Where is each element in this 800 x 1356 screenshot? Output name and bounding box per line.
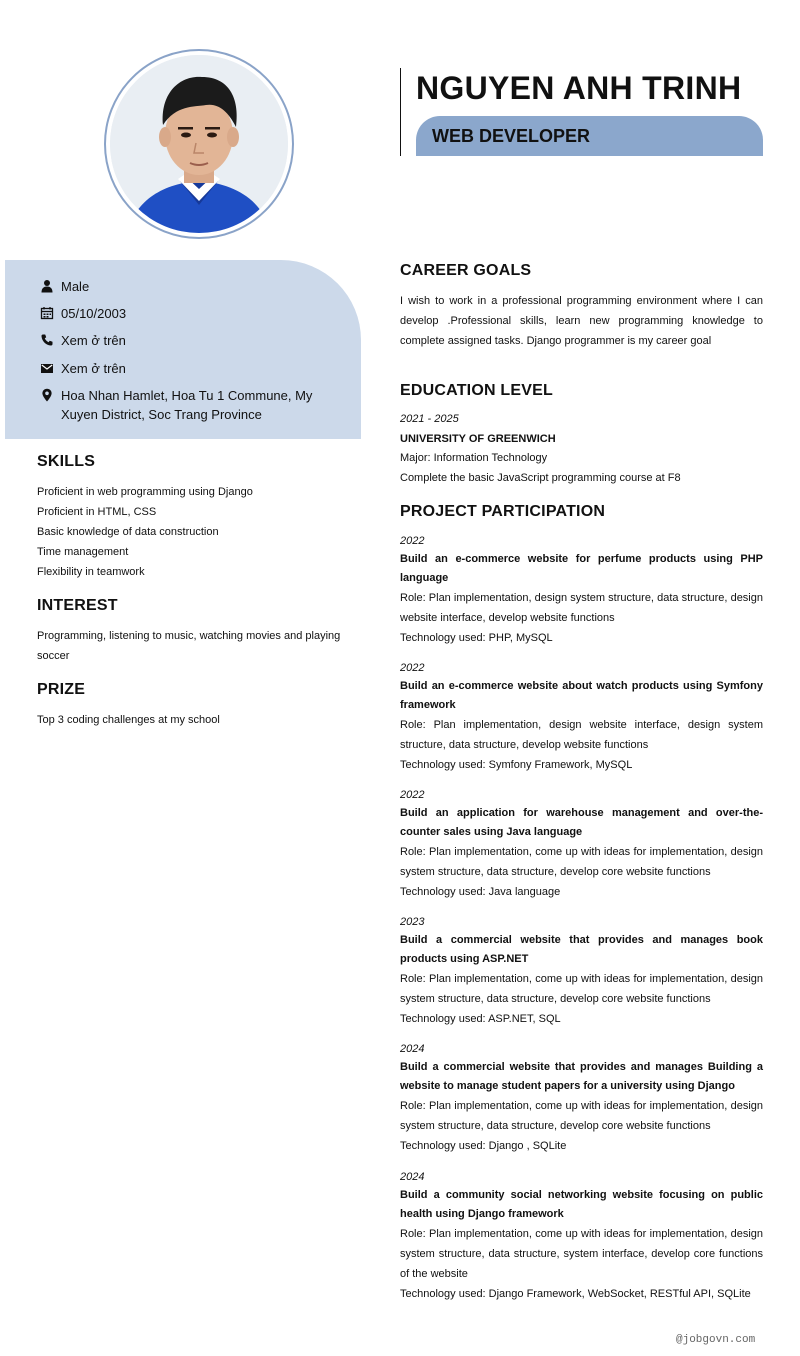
- project-tech: Technology used: Symfony Framework, MySQL: [400, 759, 633, 771]
- calendar-icon: [40, 306, 54, 320]
- mail-icon: [40, 361, 54, 375]
- project-role: Role: Plan implementation, come up with ideas for implementation, design system structure, data structure, system interface, develop core functions of the website: [400, 1228, 763, 1280]
- education-major: Major: Information Technology: [400, 452, 548, 464]
- interest-text: Programming, listening to music, watching movies and playing soccer: [37, 630, 341, 662]
- skill-item: Basic knowledge of data construction: [37, 526, 219, 538]
- project-tech: Technology used: ASP.NET, SQL: [400, 1013, 561, 1025]
- project-item: [400, 532, 763, 648]
- skill-item: Proficient in HTML, CSS: [37, 506, 157, 518]
- project-name: Build an application for warehouse management and over-the-counter sales using Java language: [400, 807, 763, 838]
- project-item: [400, 1168, 763, 1304]
- project-role: Role: Plan implementation, come up with ideas for implementation, design system structure, data structure, develop core website functions: [400, 846, 763, 878]
- project-name: Build an e-commerce website for perfume products using PHP language: [400, 553, 763, 584]
- project-name: Build an e-commerce website about watch products using Symfony framework: [400, 680, 763, 711]
- project-item: [400, 1040, 763, 1156]
- project-item: [400, 786, 763, 902]
- person-icon: [40, 279, 54, 293]
- skill-item: Proficient in web programming using Django: [37, 486, 253, 498]
- education-note: Complete the basic JavaScript programming course at F8: [400, 471, 681, 484]
- avatar-portrait-image: [110, 55, 288, 233]
- project-name: Build a community social networking website focusing on public health using Django framework: [400, 1189, 763, 1220]
- education-heading: EDUCATION LEVEL: [400, 382, 553, 399]
- contact-phone: [40, 331, 331, 350]
- contact-address: [40, 386, 331, 424]
- project-year: 2023: [400, 916, 425, 928]
- contact-gender: [40, 277, 331, 296]
- education-period: 2021 - 2025: [400, 413, 459, 425]
- project-role: Role: Plan implementation, design system structure, data structure, design website interface, develop website functions: [400, 592, 763, 624]
- project-role: Role: Plan implementation, design website interface, design system structure, data structure, develop website functions: [400, 719, 763, 751]
- gender-text: Male: [61, 279, 90, 294]
- project-year: 2022: [400, 789, 425, 801]
- career-goals-text: I wish to work in a professional programming environment where I can develop .Professional skills, learn new programming knowledge to complete assigned tasks. Django programmer is my career goal: [400, 295, 763, 347]
- project-name: Build a commercial website that provides and manages book products using ASP.NET: [400, 934, 763, 965]
- skill-item: Time management: [37, 546, 129, 558]
- project-year: 2024: [400, 1171, 425, 1183]
- projects-heading: PROJECT PARTICIPATION: [400, 503, 606, 520]
- contact-birthday: [40, 304, 331, 323]
- skills-heading: SKILLS: [37, 453, 96, 470]
- phone-icon: [40, 333, 54, 347]
- prize-heading: PRIZE: [37, 681, 86, 698]
- project-tech: Technology used: PHP, MySQL: [400, 632, 553, 644]
- education-block: [400, 410, 763, 488]
- education-school: UNIVERSITY OF GREENWICH: [400, 432, 556, 445]
- project-item: [400, 913, 763, 1029]
- phone-text: Xem ở trên: [61, 333, 126, 348]
- skills-list: [37, 482, 253, 582]
- address-text: Hoa Nhan Hamlet, Hoa Tu 1 Commune, My Xuyen District, Soc Trang Province: [61, 388, 313, 422]
- header-divider: [400, 68, 401, 156]
- project-year: 2022: [400, 662, 425, 674]
- avatar: [110, 55, 288, 233]
- birthday-text: 05/10/2003: [61, 306, 127, 321]
- contact-email: [40, 359, 331, 378]
- project-tech: Technology used: Django Framework, WebSocket, RESTful API, SQLite: [400, 1288, 751, 1300]
- project-item: [400, 659, 763, 775]
- project-year: 2022: [400, 535, 425, 547]
- job-title: WEB DEVELOPER: [432, 126, 591, 146]
- email-text: Xem ở trên: [61, 361, 126, 376]
- watermark: @jobgovn.com: [676, 1334, 756, 1346]
- location-pin-icon: [40, 388, 54, 402]
- project-role: Role: Plan implementation, come up with ideas for implementation, design system structure, data structure, develop core website functions: [400, 1100, 763, 1132]
- project-year: 2024: [400, 1043, 425, 1055]
- prize-text: Top 3 coding challenges at my school: [37, 714, 220, 726]
- career-goals-heading: CAREER GOALS: [400, 262, 532, 279]
- candidate-name: NGUYEN ANH TRINH: [416, 70, 742, 106]
- project-name: Build a commercial website that provides and manages Building a website to manage student papers for a university using Django: [400, 1061, 763, 1092]
- project-tech: Technology used: Java language: [400, 886, 561, 898]
- project-tech: Technology used: Django , SQLite: [400, 1140, 567, 1152]
- skill-item: Flexibility in teamwork: [37, 566, 145, 578]
- interest-heading: INTEREST: [37, 597, 118, 614]
- project-role: Role: Plan implementation, come up with ideas for implementation, design system structure, data structure, develop core website functions: [400, 973, 763, 1005]
